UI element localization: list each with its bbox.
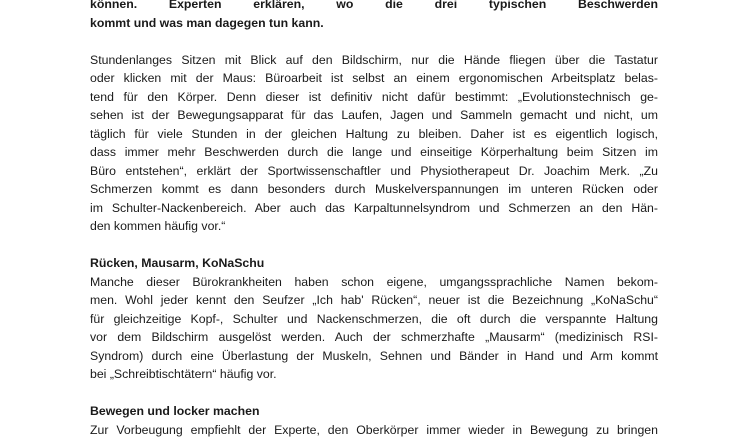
text-line: oder klicken mit der Maus: Büroarbeit ist selbst an einem ergonomischen Arbeitsplatz belas- [90, 69, 658, 88]
body-paragraph-1 [90, 51, 658, 236]
intro-paragraph [90, 0, 658, 32]
text-line: bei „Schreibtischtätern“ häufig vor. [90, 365, 658, 384]
text-line: im Schulter-Nackenbereich. Aber auch das Karpaltunnelsyndrom und Schmerzen an den Hän- [90, 199, 658, 218]
text-line: vor dem Bildschirm ausgelöst werden. Auch der schmerzhafte „Mausarm“ (medizinisch RSI- [90, 328, 658, 347]
text-line: Syndrom) durch eine Überlastung der Muskeln, Sehnen und Bänder in Hand und Arm kommt [90, 347, 658, 366]
text-line: Schmerzen kommt es dann besonders durch Muskelverspannungen im unteren Rücken oder [90, 180, 658, 199]
text-line: für gleichzeitige Kopf-, Schulter und Nackenschmerzen, die oft durch die verspannte Haltung [90, 310, 658, 329]
intro-line: können. Experten erklären, wo die drei typischen Beschwerden [90, 0, 658, 14]
text-line: Zur Vorbeugung empfiehlt der Experte, den Oberkörper immer wieder in Bewegung zu bringen [90, 421, 658, 439]
text-line: dass immer mehr Beschwerden durch die lange und einseitige Körperhaltung beim Sitzen im [90, 143, 658, 162]
section-heading-bewegen: Bewegen und locker machen [90, 402, 658, 421]
text-line: Büro entstehen“, erklärt der Sportwissenschaftler und Physiotherapeut Dr. Joachim Merk. „Zu [90, 162, 658, 181]
text-line: Stundenlanges Sitzen mit Blick auf den Bildschirm, nur die Hände fliegen über die Tastatur [90, 51, 658, 70]
text-line: tend für den Körper. Denn dieser ist definitiv nicht dafür bestimmt: „Evolutionstechnisch ge- [90, 88, 658, 107]
section-heading-ruecken: Rücken, Mausarm, KoNaSchu [90, 254, 658, 273]
body-paragraph-2 [90, 273, 658, 384]
intro-line: kommt und was man dagegen tun kann. [90, 14, 658, 33]
text-line: Manche dieser Bürokrankheiten haben schon eigene, umgangssprachliche Namen bekom- [90, 273, 658, 292]
text-line: sehen ist der Bewegungsapparat für das Laufen, Jagen und Sammeln gemacht und nicht, um [90, 106, 658, 125]
document-page [90, 0, 658, 439]
text-line: men. Wohl jeder kennt den Seufzer „Ich hab' Rücken“, neuer ist die Bezeichnung „KoNaSchu“ [90, 291, 658, 310]
body-paragraph-3 [90, 421, 658, 439]
text-line: täglich für viele Stunden in der gleichen Haltung zu bleiben. Daher ist es eigentlich logisch, [90, 125, 658, 144]
text-line: den kommen häufig vor.“ [90, 217, 658, 236]
